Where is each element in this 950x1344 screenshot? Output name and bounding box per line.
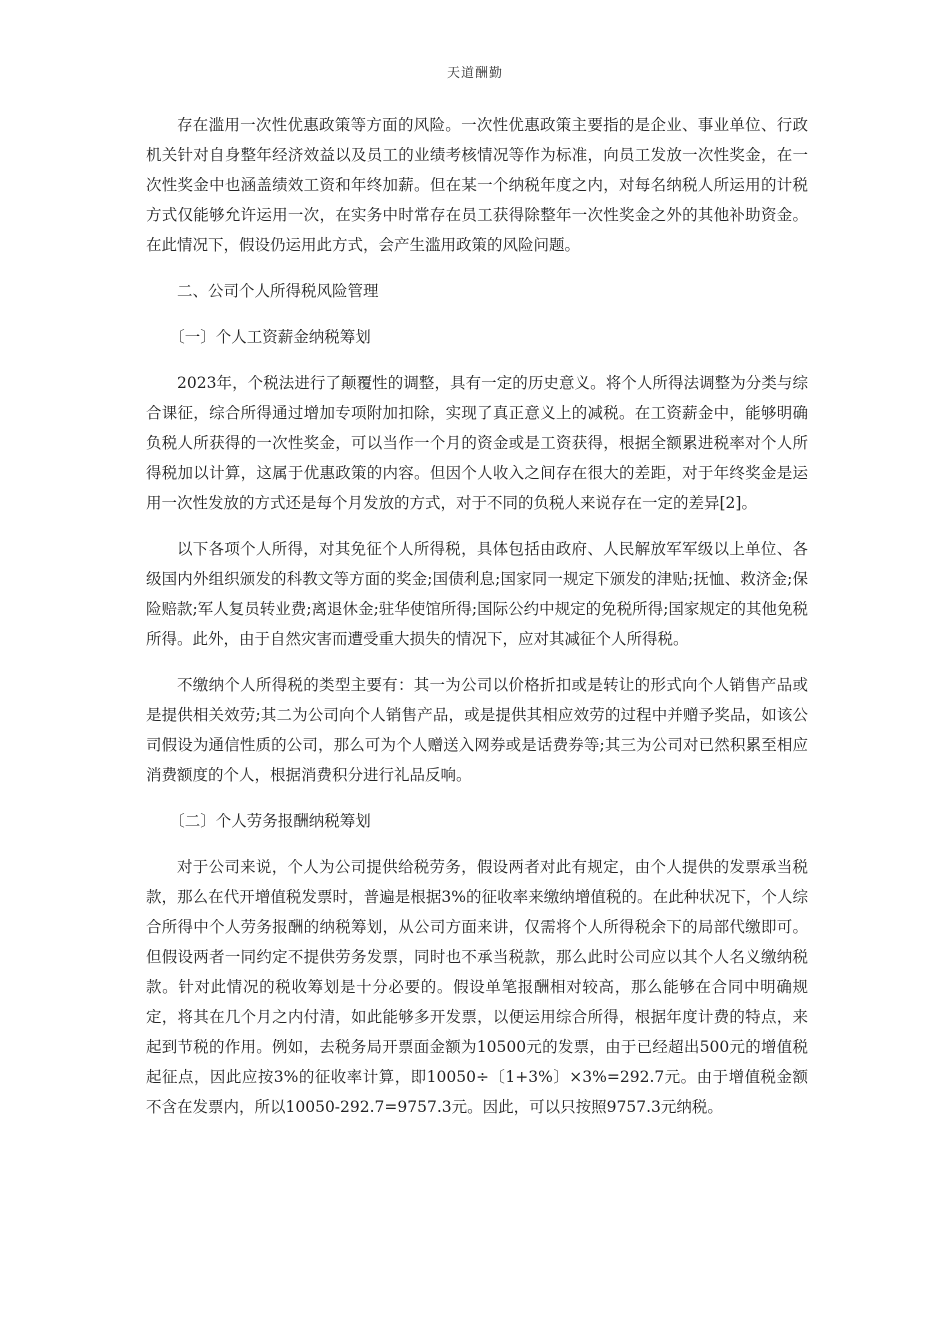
- page-header: 天道酬勤: [446, 66, 503, 81]
- paragraph-labor-tax-example: 对于公司来说，个人为公司提供给税劳务，假设两者对此有规定，由个人提供的发票承当税款，那么在代开增值税发票时，普遍是根据3%的征收率来缴纳增值税的。在此种状况下，个人综合所得中个人劳务报酬的纳税筹划，从公司方面来讲，仅需将个人所得税余下的局部代缴即可。但假设两者一同约定不提供劳务发票，同时也不承当税款，那么此时公司应以其个人名义缴纳税款。针对此情况的税收筹划是十分必要的。假设单笔报酬相对较高，那么能够在合同中明确规定，将其在几个月之内付清，如此能够多开发票，以便运用综合所得，根据年度计费的特点，来起到节税的作用。例如，去税务局开票面金额为10500元的发票，由于已经超出500元的增值税起征点，因此应按3%的征收率计算，即10050÷〔1+3%〕×3%=292.7元。由于增值税金额不含在发票内，所以10050-292.7=9757.3元。因此，可以只按照9757.3元纳税。: [146, 858, 808, 1116]
- document-body: [146, 110, 808, 1138]
- section-heading-tax-risk-management: 二、公司个人所得税风险管理: [177, 282, 379, 300]
- paragraph-tax-law-reform: 2023年，个税法进行了颠覆性的调整，具有一定的历史意义。将个人所得法调整为分类与综合课征，综合所得通过增加专项附加扣除，实现了真正意义上的减税。在工资薪金中，能够明确负税人所获得的一次性奖金，可以当作一个月的资金或是工资获得，根据全额累进税率对个人所得税加以计算，这属于优惠政策的内容。但因个人收入之间存在很大的差距，对于年终奖金是运用一次性发放的方式还是每个月发放的方式，对于不同的负税人来说存在一定的差异[2]。: [146, 374, 808, 512]
- paragraph-non-taxable-types: 不缴纳个人所得税的类型主要有：其一为公司以价格折扣或是转让的形式向个人销售产品或是提供相关效劳;其二为公司向个人销售产品，或是提供其相应效劳的过程中并赠予奖品，如该公司假设为通信性质的公司，那么可为个人赠送入网券或是话费券等;其三为公司对已然积累至相应消费额度的个人，根据消费积分进行礼品反响。: [146, 676, 808, 784]
- subsection-heading-labor-remuneration: 〔二〕个人劳务报酬纳税筹划: [169, 812, 371, 830]
- paragraph-tax-exemptions: 以下各项个人所得，对其免征个人所得税，具体包括由政府、人民解放军军级以上单位、各级国内外组织颁发的科教文等方面的奖金;国债利息;国家同一规定下颁发的津贴;抚恤、救济金;保险赔款;军人复员转业费;离退休金;驻华使馆所得;国际公约中规定的免税所得;国家规定的其他免税所得。此外，由于自然灾害而遭受重大损失的情况下，应对其减征个人所得税。: [146, 540, 808, 648]
- paragraph-policy-risk: 存在滥用一次性优惠政策等方面的风险。一次性优惠政策主要指的是企业、事业单位、行政机关针对自身整年经济效益以及员工的业绩考核情况等作为标准，向员工发放一次性奖金，在一次性奖金中也涵盖绩效工资和年终加薪。但在某一个纳税年度之内，对每名纳税人所运用的计税方式仅能够允许运用一次，在实务中时常存在员工获得除整年一次性奖金之外的其他补助资金。在此情况下，假设仍运用此方式，会产生滥用政策的风险问题。: [146, 116, 808, 254]
- subsection-heading-salary-tax-planning: 〔一〕个人工资薪金纳税筹划: [169, 328, 371, 346]
